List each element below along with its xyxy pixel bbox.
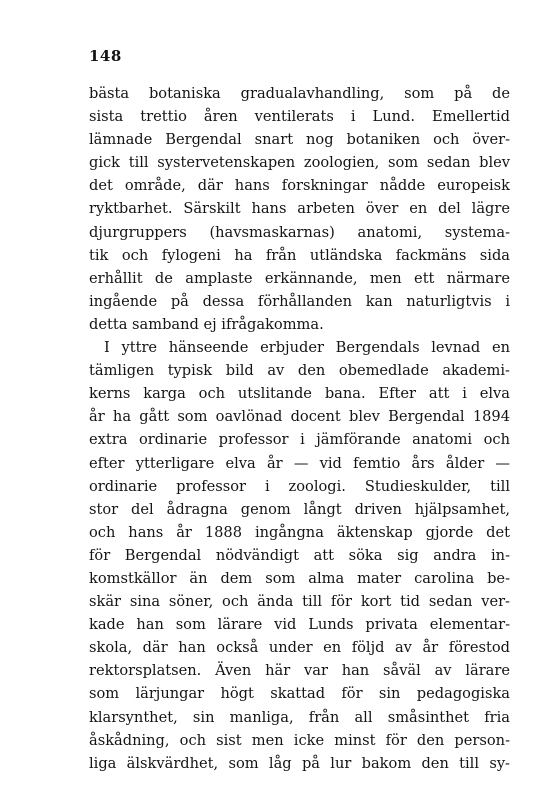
text-line: tämligen typisk bild av den obemedlade akademi- (89, 362, 510, 380)
text-line: kade han som lärare vid Lunds privata elementar- (89, 616, 510, 634)
text-line: för Bergendal nödvändigt att söka sig andra in- (89, 546, 510, 564)
text-line: ordinarie professor i zoologi. Studieskulder, till (89, 477, 510, 495)
text-line: komstkällor än dem som alma mater carolina be- (89, 569, 510, 587)
text-line: år ha gått som oavlönad docent blev Bergendal 1894 (89, 408, 510, 426)
text-line: erhållit de amplaste erkännande, men ett närmare (89, 269, 510, 287)
body-text (89, 82, 510, 775)
text-line: skola, där han också under en följd av år förestod (89, 639, 510, 657)
text-line: kerns karga och utslitande bana. Efter att i elva (89, 385, 510, 403)
text-line: liga älskvärdhet, som låg på lur bakom den till sy- (89, 754, 510, 772)
text-line: detta samband ej ifrågakomma. (89, 315, 324, 333)
text-line: ingående på dessa förhållanden kan naturligtvis i (89, 292, 510, 310)
text-line: lämnade Bergendal snart nog botaniken och över- (89, 131, 510, 149)
text-line: gick till systervetenskapen zoologien, som sedan blev (89, 154, 510, 172)
text-line: det område, där hans forskningar nådde europeisk (89, 177, 510, 195)
text-line: bästa botaniska gradualavhandling, som på de (89, 85, 510, 102)
text-line: åskådning, och sist men icke minst för den person- (89, 731, 510, 749)
text-line: tik och fylogeni ha från utländska fackmäns sida (89, 246, 510, 264)
page-number: 148 (89, 47, 122, 65)
text-line: extra ordinarie professor i jämförande anatomi och (89, 431, 510, 449)
text-line: som lärjungar högt skattad för sin pedagogiska (89, 685, 510, 703)
text-line: sista trettio åren ventilerats i Lund. Emellertid (89, 108, 510, 126)
text-line: djurgruppers (havsmaskarnas) anatomi, systema- (89, 223, 510, 241)
text-line: efter ytterligare elva år — vid femtio års ålder — (89, 454, 510, 472)
text-line: skär sina söner, och ända till för kort tid sedan ver- (89, 593, 510, 611)
text-line: klarsynthet, sin manliga, från all småsinthet fria (89, 708, 510, 726)
text-line: rektorsplatsen. Även här var han såväl av lärare (89, 662, 510, 680)
text-line: och hans år 1888 ingångna äktenskap gjorde det (89, 523, 510, 541)
text-line: ryktbarhet. Särskilt hans arbeten över en del lägre (89, 200, 510, 218)
text-line: stor del ådragna genom långt driven hjälpsamhet, (89, 500, 510, 518)
text-line: I yttre hänseende erbjuder Bergendals levnad en (104, 339, 510, 357)
